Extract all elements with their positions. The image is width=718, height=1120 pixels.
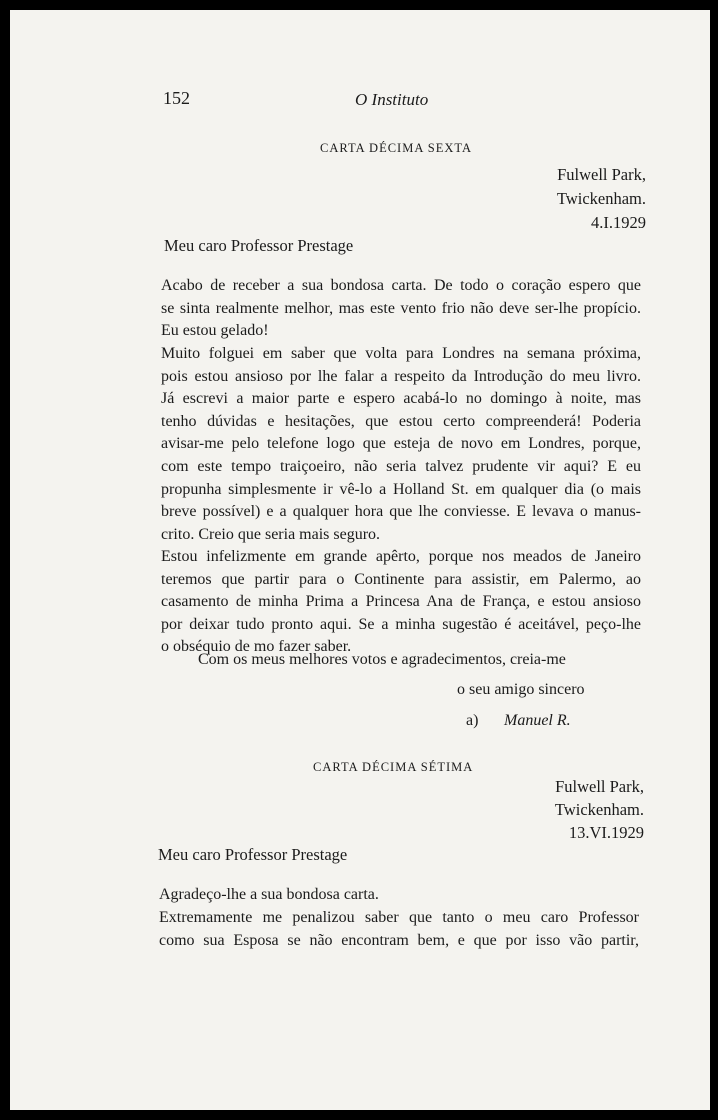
letter-16-signature-prefix: a)	[466, 712, 479, 729]
letter-17-salutation: Meu caro Professor Prestage	[158, 845, 348, 864]
page-number: 152	[163, 88, 190, 108]
letter-16-paragraph-3	[161, 546, 641, 659]
letter-17-paragraph-2	[159, 907, 639, 952]
text-line: propunha simplesmente ir vê-lo a Holland St. em qualquer dia (o mais	[161, 480, 641, 498]
letter-17-date: 13.VI.1929	[568, 823, 644, 842]
letter-17-heading: CARTA DÉCIMA SÉTIMA	[313, 760, 474, 774]
text-line: casamento de minha Prima a Princesa Ana de França, e estou ansioso	[161, 593, 641, 611]
running-title: O Instituto	[355, 90, 429, 109]
text-line: Muito folguei em saber que volta para Londres na semana próxima,	[161, 345, 641, 362]
letter-16-signature: Manuel R.	[504, 712, 571, 729]
text-line: como sua Esposa se não encontram bem, e que por isso vão partir,	[159, 931, 639, 949]
text-line: pois estou ansioso por lhe falar a respeito da Introdução do meu livro.	[161, 367, 641, 385]
letter-16-signoff: o seu amigo sincero	[457, 681, 585, 698]
text-line: Já escrevi a maior parte e espero acabá-lo no domingo à noite, mas	[161, 390, 641, 408]
text-line: por deixar tudo pronto aqui. Se a minha sugestão é aceitável, peço-lhe	[161, 615, 641, 633]
letter-16-paragraph-2	[161, 343, 641, 546]
letter-16-salutation: Meu caro Professor Prestage	[164, 236, 354, 255]
text-line: o obséquio de mo fazer saber.	[161, 638, 352, 656]
letter-17-paragraph-1	[159, 884, 639, 907]
letter-17-address-line-2: Twickenham.	[554, 800, 644, 819]
text-line: avisar-me pelo telefone logo que esteja de novo em Londres, porque,	[161, 435, 641, 453]
letter-16-address-line-2: Twickenham.	[556, 189, 646, 208]
text-line: Extremamente me penalizou saber que tanto o meu caro Professor	[159, 909, 639, 926]
text-line: tenho dúvidas e hesitações, que estou certo compreenderá! Poderia	[161, 412, 641, 430]
letter-16-paragraph-1	[161, 275, 641, 343]
text-line: Agradeço-lhe a sua bondosa carta.	[159, 886, 379, 903]
text-line: teremos que partir para o Continente para assistir, em Palermo, ao	[161, 570, 641, 588]
text-line: Eu estou gelado!	[161, 322, 269, 340]
letter-17-address-line-1: Fulwell Park,	[555, 777, 644, 796]
text-line: se sinta realmente melhor, mas este vento frio não deve ser-lhe propício.	[161, 299, 641, 317]
letter-16-heading: CARTA DÉCIMA SEXTA	[320, 141, 473, 155]
letter-16-date: 4.I.1929	[591, 213, 646, 232]
letter-16-closing: Com os meus melhores votos e agradecimentos, creia-me	[198, 651, 566, 668]
document-page	[10, 10, 710, 1110]
text-line: Acabo de receber a sua bondosa carta. De todo o coração espero que	[161, 277, 641, 294]
letter-16-address-line-1: Fulwell Park,	[557, 165, 646, 184]
text-line: Estou infelizmente em grande apêrto, porque nos meados de Janeiro	[161, 548, 641, 565]
text-line: crito. Creio que seria mais seguro.	[161, 525, 381, 543]
text-line: com este tempo traiçoeiro, não seria talvez prudente vir aqui? E eu	[161, 457, 641, 475]
text-line: breve possível) e a qualquer hora que lhe conviesse. E levava o manus-	[161, 503, 641, 521]
